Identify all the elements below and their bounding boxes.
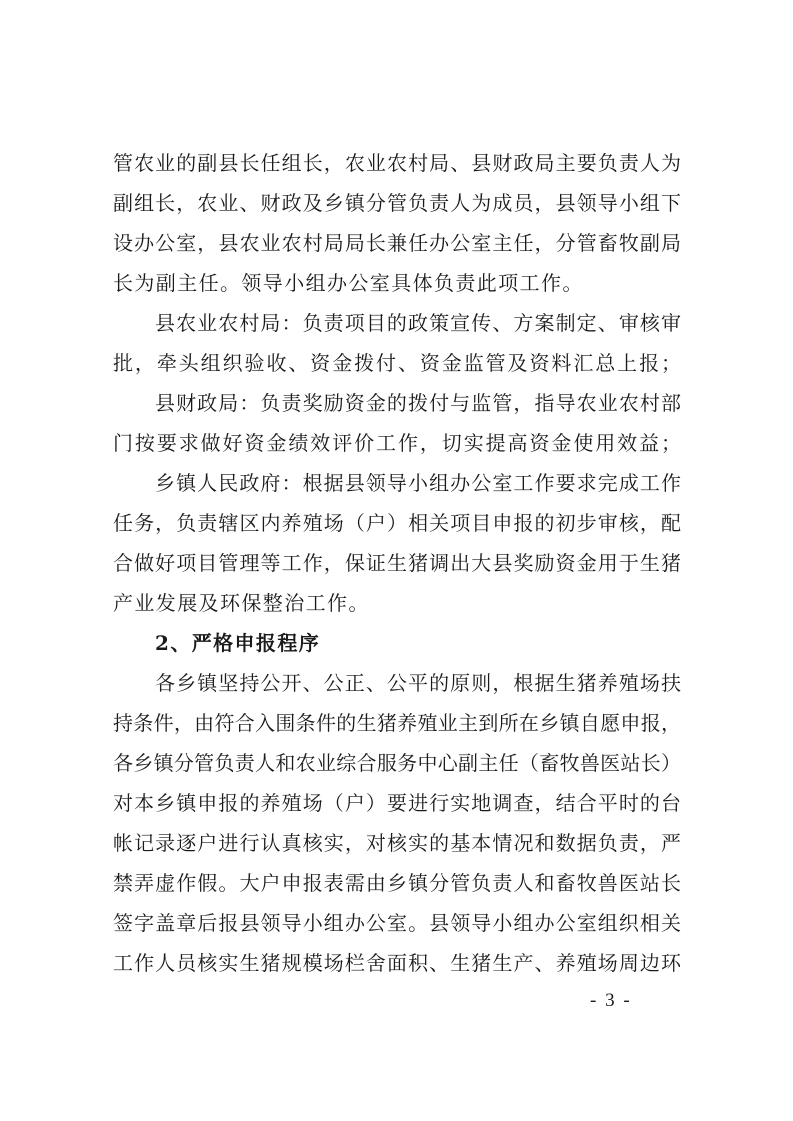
text-line: 对本乡镇申报的养殖场（户）要进行实地调查，结合平时的台 bbox=[113, 791, 681, 815]
text-line: 设办公室，县农业农村局局长兼任办公室主任，分管畜牧副局 bbox=[113, 231, 681, 255]
text-line: 禁弄虚作假。大户申报表需由乡镇分管负责人和畜牧兽医站长 bbox=[113, 871, 681, 895]
text-line: 县农业农村局：负责项目的政策宣传、方案制定、审核审 bbox=[155, 311, 681, 335]
text-line: 批，牵头组织验收、资金拨付、资金监管及资料汇总上报； bbox=[113, 351, 681, 375]
section-heading: 2、严格申报程序 bbox=[155, 631, 321, 655]
text-line: 长为副主任。领导小组办公室具体负责此项工作。 bbox=[113, 271, 584, 295]
text-line: 合做好项目管理等工作，保证生猪调出大县奖励资金用于生猪 bbox=[113, 551, 681, 575]
text-line: 签字盖章后报县领导小组办公室。县领导小组办公室组织相关 bbox=[113, 911, 681, 935]
text-line: 县财政局：负责奖励资金的拨付与监管，指导农业农村部 bbox=[155, 391, 681, 415]
text-line: 各乡镇坚持公开、公正、公平的原则，根据生猪养殖场扶 bbox=[155, 671, 681, 695]
text-line: 持条件，由符合入围条件的生猪养殖业主到所在乡镇自愿申报， bbox=[113, 711, 681, 735]
text-line: 门按要求做好资金绩效评价工作，切实提高资金使用效益； bbox=[113, 431, 681, 455]
text-line: 管农业的副县长任组长，农业农村局、县财政局主要负责人为 bbox=[113, 151, 681, 175]
text-line: 工作人员核实生猪规模场栏舍面积、生猪生产、养殖场周边环 bbox=[113, 951, 681, 975]
page-number: - 3 - bbox=[590, 990, 632, 1011]
text-line: 帐记录逐户进行认真核实，对核实的基本情况和数据负责，严 bbox=[113, 831, 681, 855]
document-body bbox=[113, 143, 681, 983]
text-line: 任务，负责辖区内养殖场（户）相关项目申报的初步审核，配 bbox=[113, 511, 681, 535]
text-line: 乡镇人民政府：根据县领导小组办公室工作要求完成工作 bbox=[155, 471, 681, 495]
text-line: 产业发展及环保整治工作。 bbox=[113, 591, 370, 615]
text-line: 各乡镇分管负责人和农业综合服务中心副主任（畜牧兽医站长） bbox=[113, 751, 681, 775]
text-line: 副组长，农业、财政及乡镇分管负责人为成员，县领导小组下 bbox=[113, 191, 681, 215]
